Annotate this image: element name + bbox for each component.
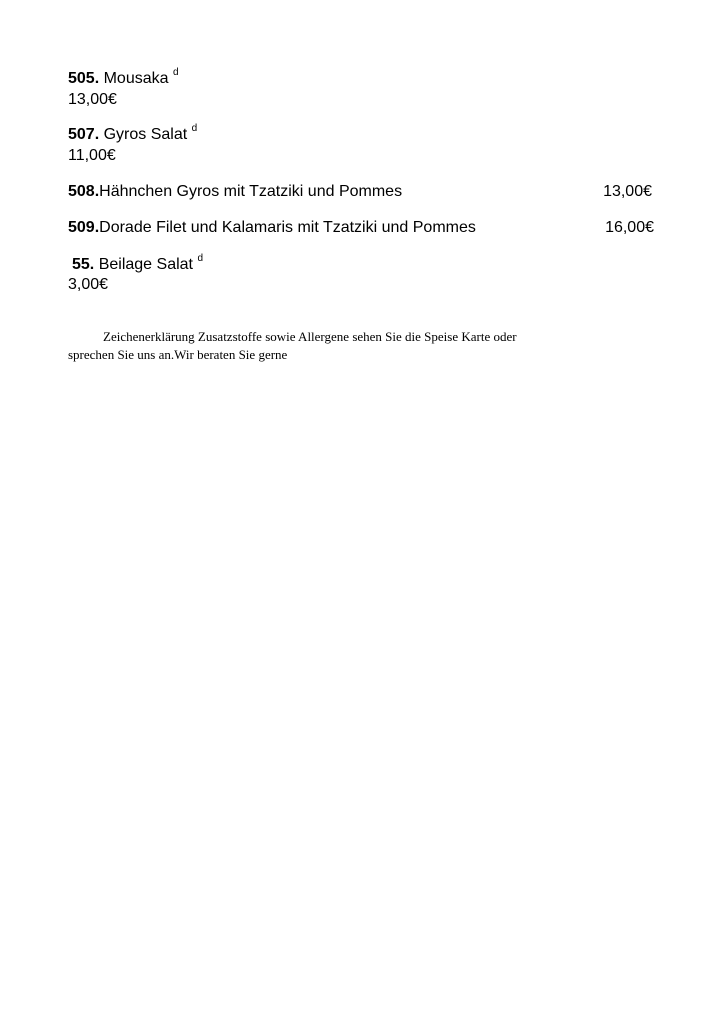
menu-item-number: 508. [68,183,100,200]
menu-item-name: Dorade Filet und Kalamaris mit Tzatziki und Pommes [99,219,476,236]
menu-item-name: Mousaka [103,70,169,87]
menu-item-507-title [68,122,198,144]
menu-item-name: Gyros Salat [103,126,188,143]
menu-item-505-title [68,66,179,88]
allergen-mark: d [197,252,204,264]
menu-item-number: 509. [68,219,100,236]
menu-item-505-price: 13,00€ [68,91,117,108]
menu-item-509-price: 16,00€ [605,219,654,236]
footnote-line-2: sprechen Sie uns an.Wir beraten Sie gerne [68,347,288,362]
menu-item-55-price: 3,00€ [68,276,109,293]
menu-item-509-title [68,218,476,237]
footnote-line-1: Zeichenerklärung Zusatzstoffe sowie Allergene sehen Sie die Speise Karte oder [103,329,517,344]
menu-item-55-title [72,252,204,274]
menu-item-number: 507. [68,126,100,143]
menu-item-name: Hähnchen Gyros mit Tzatziki und Pommes [99,183,403,200]
menu-item-name: Beilage Salat [98,256,193,273]
menu-item-507-price: 11,00€ [68,147,116,164]
menu-item-508-title [68,182,402,201]
menu-item-number: 505. [68,70,100,87]
menu-item-508-price: 13,00€ [603,183,652,200]
allergen-mark: d [191,122,198,134]
menu-item-number: 55. [72,256,95,273]
allergen-mark: d [172,66,179,78]
